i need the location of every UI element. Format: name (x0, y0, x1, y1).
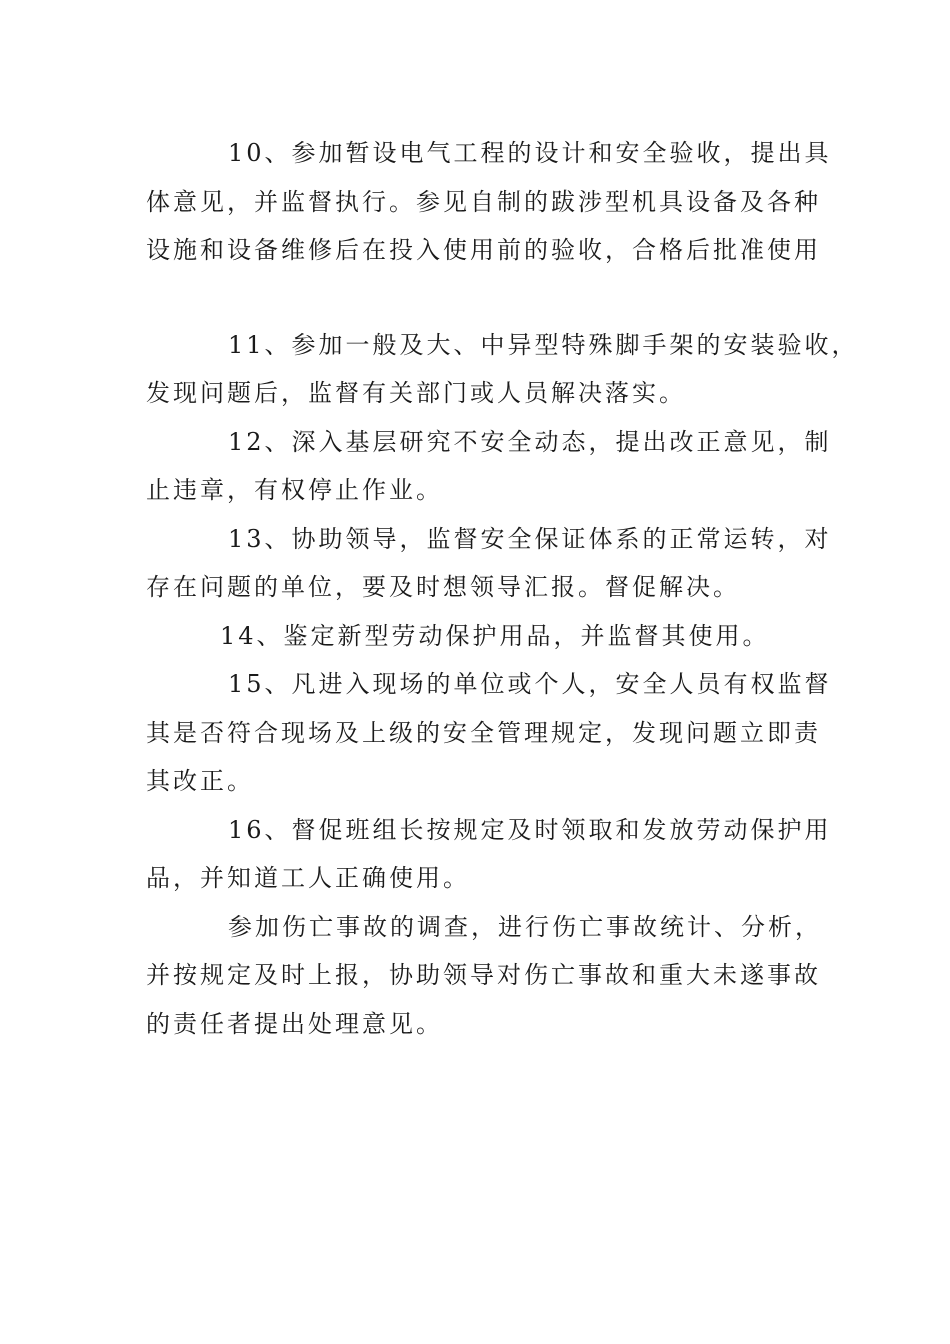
paragraph-item-17 (146, 903, 826, 1049)
paragraph-item-15 (146, 660, 832, 806)
text-line: 10、参加暂设电气工程的设计和安全验收，提出具 (228, 139, 832, 167)
text-line: 13、协助领导，监督安全保证体系的正常运转，对 (228, 524, 832, 553)
text-line: 发现问题后，监督有关部门或人员解决落实。 (146, 379, 686, 407)
text-line: 11、参加一般及大、中异型特殊脚手架的安装验收， (228, 330, 859, 359)
text-line: 设施和设备维修后在投入使用前的验收，合格后批准使用 (146, 236, 821, 264)
paragraph-item-13 (146, 515, 832, 612)
paragraph-gap (146, 275, 826, 321)
paragraph-item-14 (146, 612, 826, 661)
text-line: 12、深入基层研究不安全动态，提出改正意见，制 (228, 427, 832, 456)
paragraph-item-10 (146, 129, 832, 275)
paragraph-item-16 (146, 806, 832, 903)
text-line: 并按规定及时上报，协助领导对伤亡事故和重大未遂事故 (146, 961, 821, 989)
text-line: 参加伤亡事故的调查，进行伤亡事故统计、分析， (228, 912, 822, 941)
text-line: 其是否符合现场及上级的安全管理规定，发现问题立即责 (146, 718, 821, 747)
paragraph-item-12 (146, 418, 832, 515)
text-line: 的责任者提出处理意见。 (146, 1009, 443, 1038)
text-line: 其改正。 (146, 767, 254, 795)
text-line: 品，并知道工人正确使用。 (146, 864, 470, 892)
document-body (146, 129, 859, 1048)
text-line: 16、督促班组长按规定及时领取和发放劳动保护用 (228, 815, 832, 844)
text-line: 存在问题的单位，要及时想领导汇报。督促解决。 (146, 573, 740, 601)
text-line: 14、鉴定新型劳动保护用品，并监督其使用。 (220, 621, 770, 650)
text-line: 15、凡进入现场的单位或个人，安全人员有权监督 (228, 670, 832, 698)
text-line: 体意见，并监督执行。参见自制的跋涉型机具设备及各种 (146, 187, 821, 216)
paragraph-item-11 (146, 321, 859, 418)
text-line: 止违章，有权停止作业。 (146, 476, 443, 504)
